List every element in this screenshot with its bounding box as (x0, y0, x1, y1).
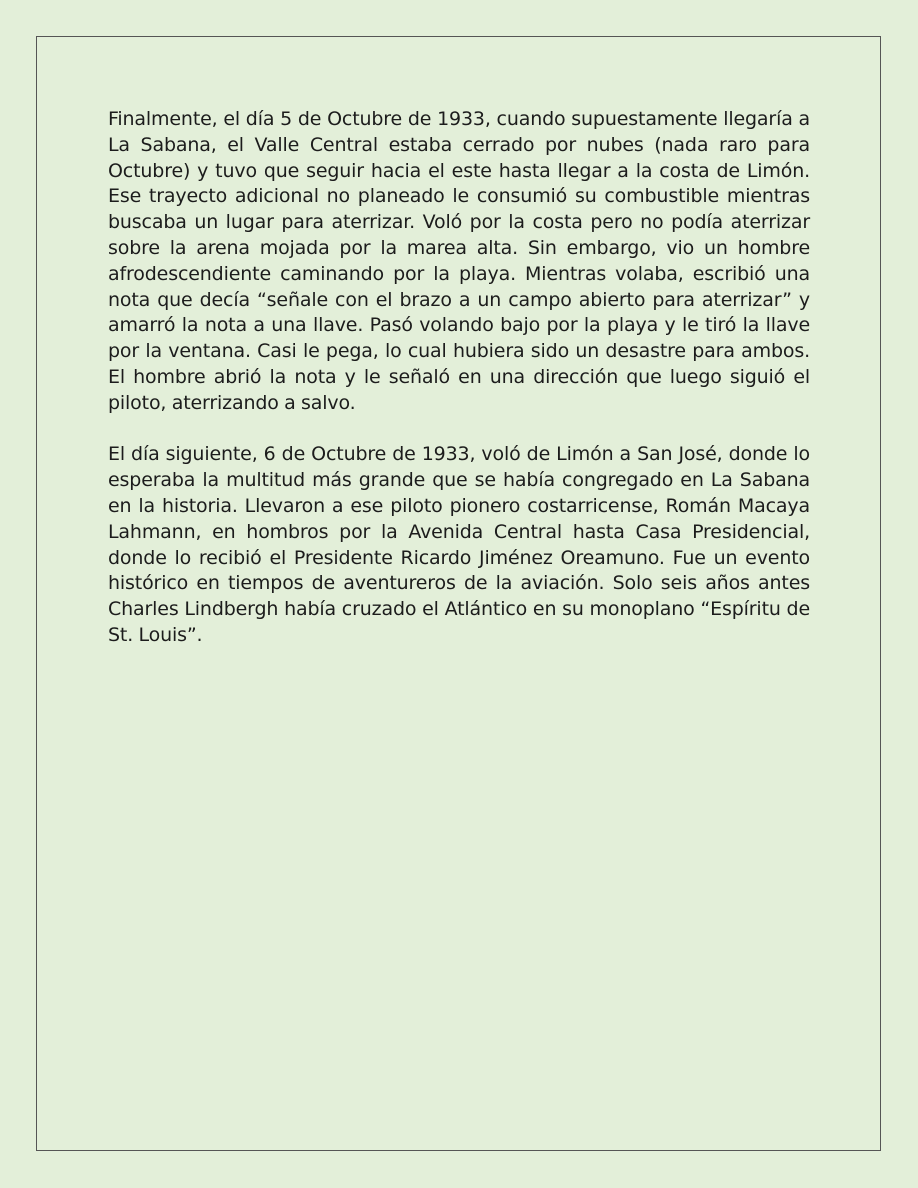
paragraph-arrival-in-san-jose: El día siguiente, 6 de Octubre de 1933, voló de Limón a San José, donde lo esperaba la multitud más grande que se había congregado en La Sabana en la historia. Llevaron a ese piloto pionero costarricense, Román Macaya Lahmann, en hombros por la Avenida Central hasta Casa Presidencial, donde lo recibió el Presidente Ricardo Jiménez Oreamuno. Fue un evento histórico en tiempos de aventureros de la aviación. Solo seis años antes Charles Lindbergh había cruzado el Atlántico en su monoplano “Espíritu de St. Louis”. (108, 443, 810, 646)
document-body (108, 107, 810, 649)
paragraph-landing-in-limon: Finalmente, el día 5 de Octubre de 1933, cuando supuestamente llegaría a La Sabana, el Valle Central estaba cerrado por nubes (nada raro para Octubre) y tuvo que seguir hacia el este hasta llegar a la costa de Limón. Ese trayecto adicional no planeado le consumió su combustible mientras buscaba un lugar para aterrizar. Voló por la costa pero no podía aterrizar sobre la arena mojada por la marea alta. Sin embargo, vio un hombre afrodescendiente caminando por la playa. Mientras volaba, escribió una nota que decía “señale con el brazo a un campo abierto para aterrizar” y amarró la nota a una llave. Pasó volando bajo por la playa y le tiró la llave por la ventana. Casi le pega, lo cual hubiera sido un desastre para ambos. El hombre abrió la nota y le señaló en una dirección que luego siguió el piloto, aterrizando a salvo. (108, 108, 810, 414)
